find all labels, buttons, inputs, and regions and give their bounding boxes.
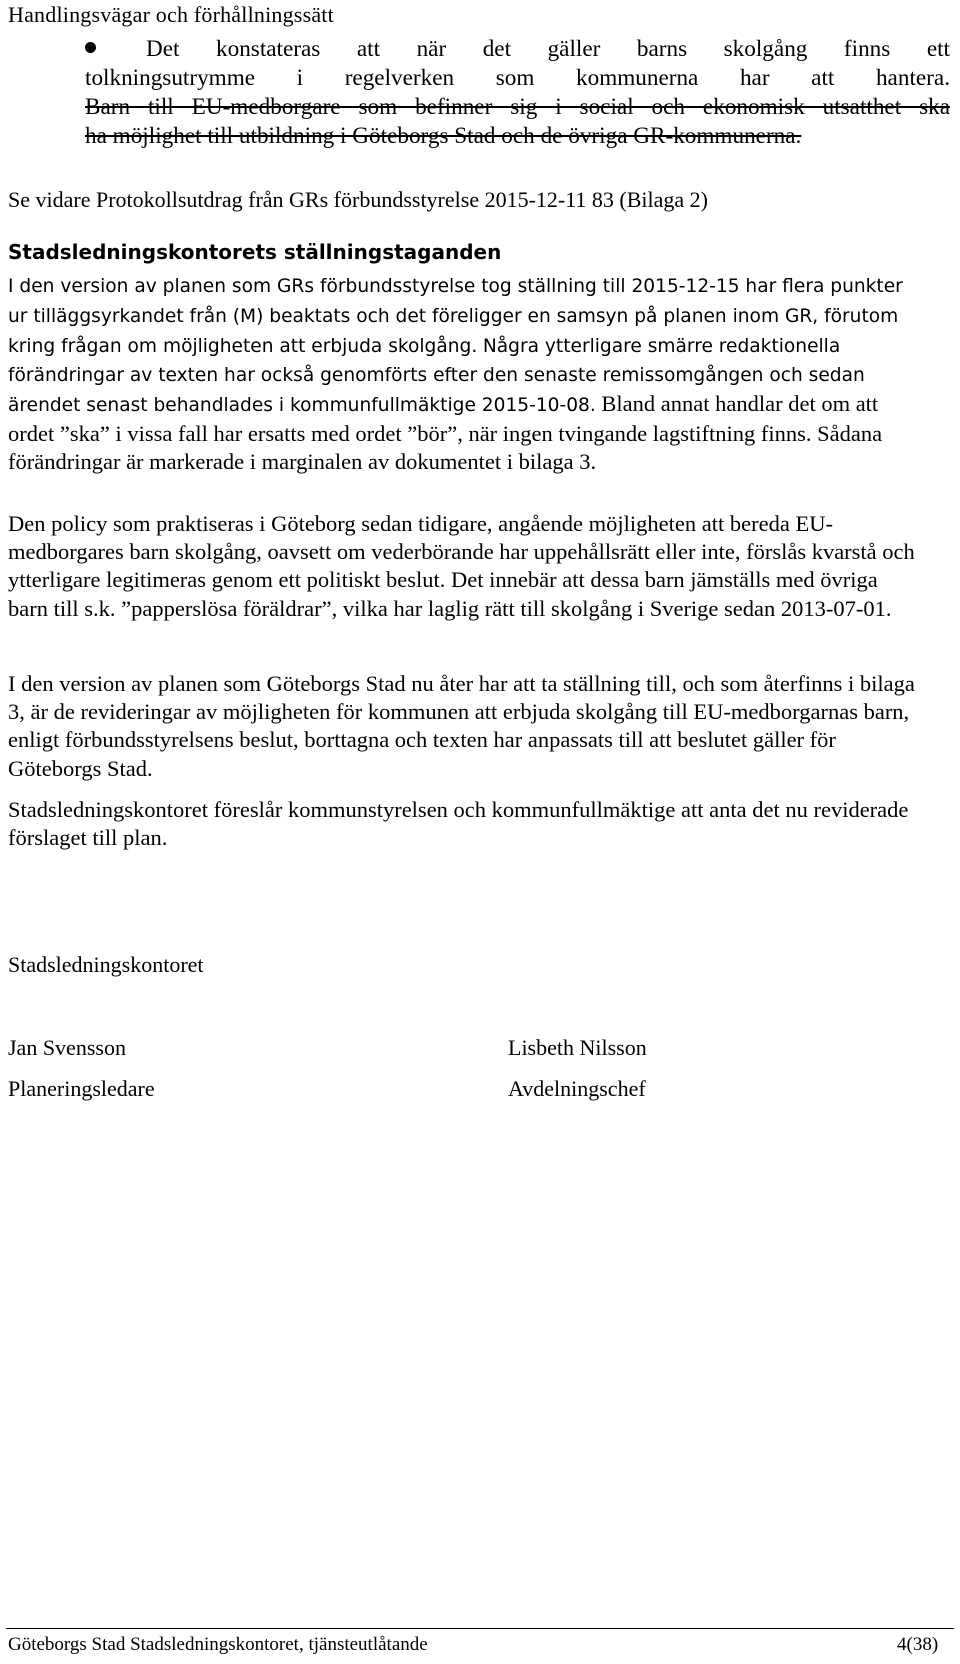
bullet-dot-icon [85, 42, 96, 53]
paragraph-1-part-c: Bland annat handlar det om att ordet ”ska” i vissa fall har ersatts med ordet ”bör”, när ingen tvingande lagstiftning finns. Sådana förändringar är markerade i marginalen av dokumentet i bilaga 3. [8, 391, 883, 475]
bullet-text-line-2: tolkningsutrymme i regelverken som kommunerna har att hantera. [85, 65, 950, 91]
signature-right-title: Avdelningschef [508, 1076, 646, 1101]
footer-document-title: Göteborgs Stad Stadsledningskontoret, tjänsteutlåtande [8, 1634, 428, 1655]
signature-left-name: Jan Svensson [8, 1035, 126, 1060]
paragraph-1 [8, 271, 923, 476]
signature-left-title: Planeringsledare [8, 1076, 155, 1101]
footer-divider [6, 1628, 954, 1629]
paragraph-1-part-a: I den version av planen som GRs förbundsstyrelse tog ställning till 2015-12-15 har flera punkter ur tilläggsyrkandet från (M) beaktats och det föreligger en samsyn på planen inom GR, förutom kring frågan om möjligheten att erbjuda skolgång. [8, 276, 903, 357]
bullet-text-line-1: Det konstateras att när det gäller barns skolgång finns ett [146, 36, 950, 62]
bullet-text-struck-line-1: Barn till EU-medborgare som befinner sig i social och ekonomisk utsatthet ska [85, 94, 950, 120]
footer-page-number: 4(38) [897, 1634, 939, 1655]
bullet-text-struck-line-2: ha möjlighet till utbildning i Göteborgs Stad och de övriga GR-kommunerna. [85, 123, 802, 149]
paragraph-4: Stadsledningskontoret föreslår kommunstyrelsen och kommunfullmäktige att anta det nu reviderade förslaget till plan. [8, 797, 909, 851]
paragraph-1-part-b: Några ytterligare smärre redaktionella förändringar av texten har också genomförts efter den senaste remissomgången och sedan ärendet senast behandlades i kommunfullmäktige 2015-10-08. [8, 335, 865, 417]
signature-office: Stadsledningskontoret [8, 952, 204, 977]
section-heading: Stadsledningskontorets ställningstaganden [8, 240, 502, 264]
paragraph-2: Den policy som praktiseras i Göteborg sedan tidigare, angående möjligheten att bereda EU-medborgares barn skolgång, oavsett om vederbörande har uppehållsrätt eller inte, förslås kvarstå och ytterligare legitimeras genom ett politiskt beslut. Det innebär att dessa barn jämställs med övriga barn till s.k. ”papperslösa föräldrar”, vilka har laglig rätt till skolgång i Sverige sedan 2013-07-01. [8, 511, 915, 621]
signature-right-name: Lisbeth Nilsson [508, 1035, 647, 1060]
reference-note: Se vidare Protokollsutdrag från GRs förbundsstyrelse 2015-12-11 83 (Bilaga 2) [8, 187, 709, 212]
subheading-handlingsvagar: Handlingsvägar och förhållningssätt [8, 2, 334, 27]
paragraph-3: I den version av planen som Göteborgs Stad nu åter har att ta ställning till, och som återfinns i bilaga 3, är de revideringar av möjligheten för kommunen att erbjuda skolgång till EU-medborgarnas barn, enligt förbundsstyrelsens beslut, borttagna och texten har anpassats till att beslutet gäller för Göteborgs Stad. [8, 671, 915, 781]
